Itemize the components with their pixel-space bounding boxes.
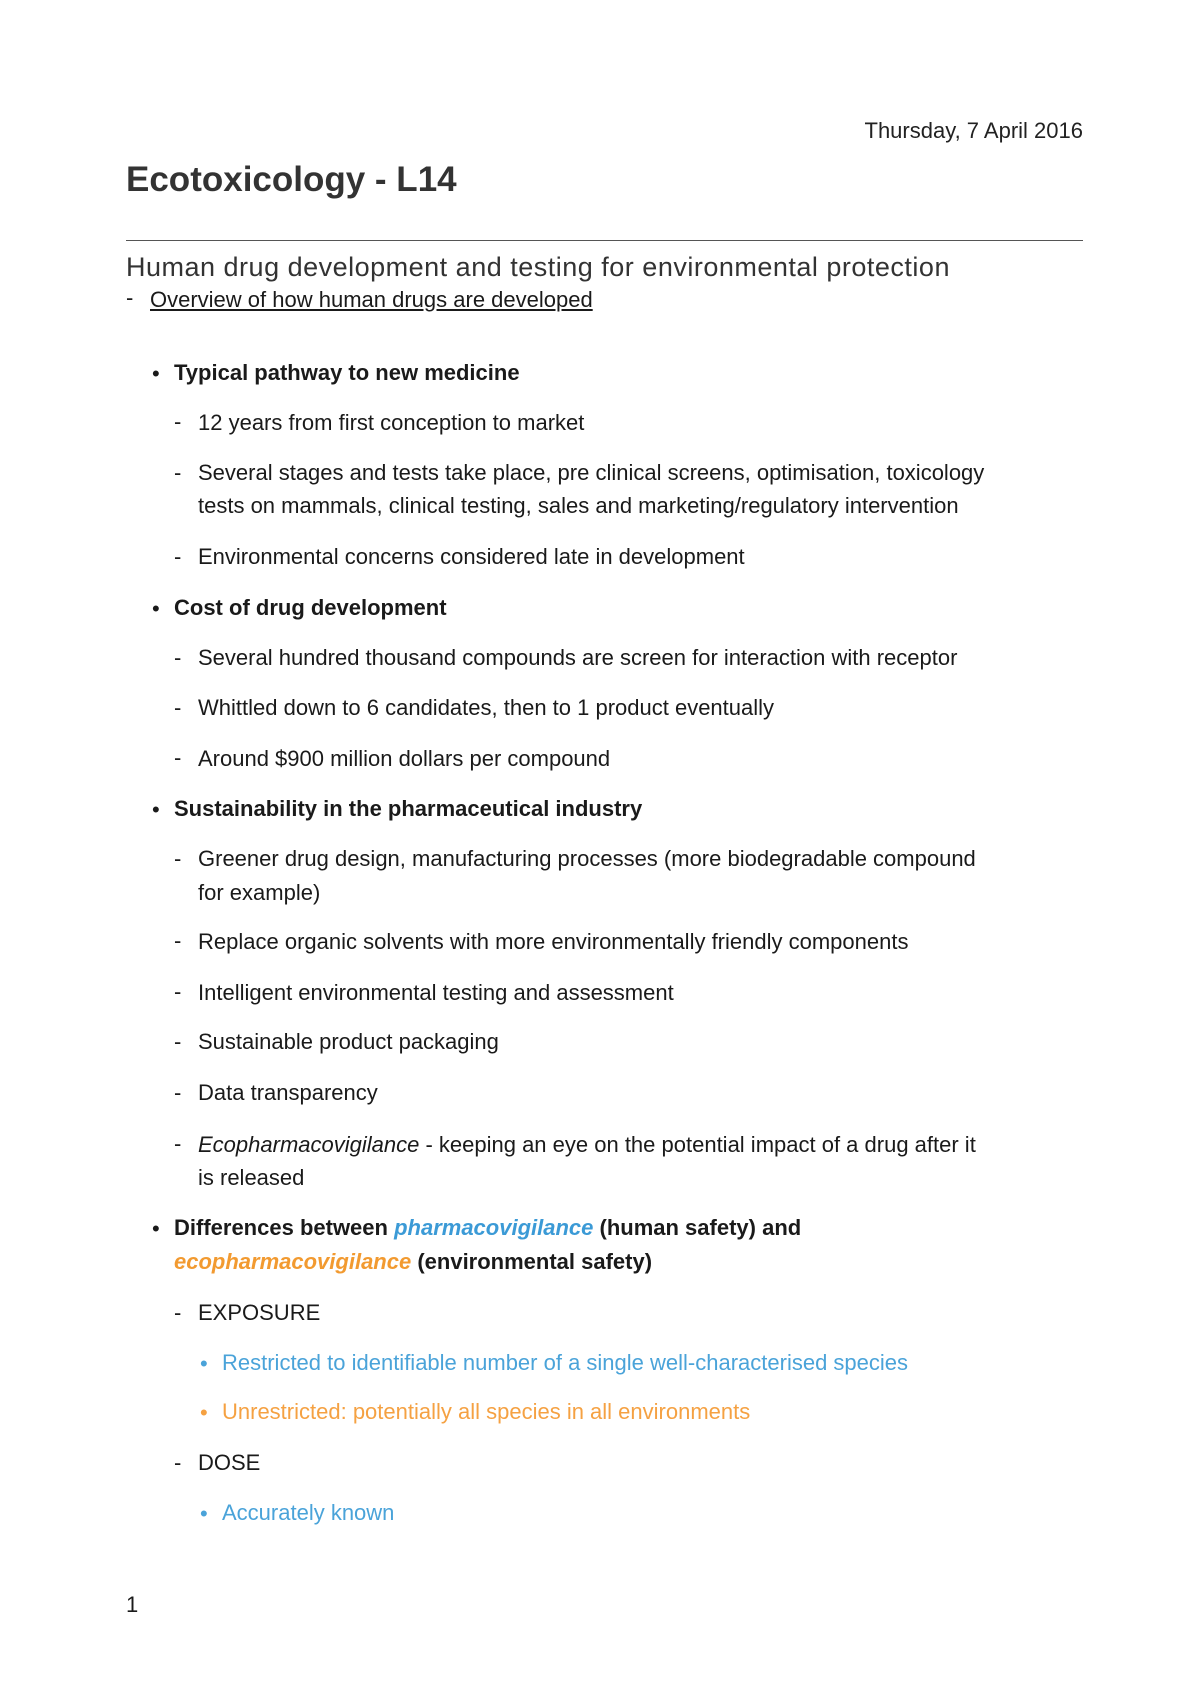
exposure-environment: Unrestricted: potentially all species in all environments <box>222 1399 751 1424</box>
bullet-marker: • <box>152 596 160 621</box>
document-title: Ecotoxicology - L14 <box>126 160 457 199</box>
dash-marker: - <box>174 695 182 720</box>
differences-heading-mid: (human safety) and <box>593 1215 802 1240</box>
dash-marker: - <box>174 544 182 569</box>
list-item: Replace organic solvents with more environmentally friendly components <box>198 929 909 954</box>
bullet-marker: • <box>152 361 160 386</box>
pharmacovigilance-term: pharmacovigilance <box>394 1215 594 1240</box>
list-item: 12 years from first conception to market <box>198 410 585 435</box>
cost-heading: Cost of drug development <box>174 595 447 620</box>
dash-marker: - <box>174 1450 182 1475</box>
differences-heading-continuation <box>174 1245 652 1279</box>
list-item: Several hundred thousand compounds are screen for interaction with receptor <box>198 645 958 670</box>
dash-marker: - <box>174 745 182 770</box>
pathway-heading: Typical pathway to new medicine <box>174 360 520 385</box>
differences-heading-end: (environmental safety) <box>411 1249 653 1274</box>
bullet-marker: • <box>152 797 160 822</box>
list-item: Sustainable product packaging <box>198 1029 499 1054</box>
list-item: Several stages and tests take place, pre clinical screens, optimisation, toxicology <box>198 460 985 485</box>
dose-label: DOSE <box>198 1450 261 1475</box>
list-item-continuation: is released <box>198 1165 305 1190</box>
exposure-label: EXPOSURE <box>198 1300 321 1325</box>
bullet-marker: • <box>200 1351 208 1376</box>
dash-marker: - <box>174 979 182 1004</box>
dash-marker: - <box>174 846 182 871</box>
document-date: Thursday, 7 April 2016 <box>864 118 1083 143</box>
bullet-marker: • <box>152 1216 160 1241</box>
sustainability-heading: Sustainability in the pharmaceutical industry <box>174 796 643 821</box>
dash-marker: - <box>174 1131 182 1156</box>
dash-marker: - <box>174 928 182 953</box>
title-divider <box>126 240 1083 241</box>
bullet-marker: • <box>200 1501 208 1526</box>
list-item: Greener drug design, manufacturing processes (more biodegradable compound <box>198 846 976 871</box>
dash-marker: - <box>174 1300 182 1325</box>
differences-heading <box>174 1211 801 1245</box>
section-subtitle: Human drug development and testing for environmental protection <box>126 252 950 282</box>
dash-marker: - <box>174 409 182 434</box>
dash-marker: - <box>174 1029 182 1054</box>
page-number: 1 <box>126 1592 139 1617</box>
dash-marker: - <box>174 1080 182 1105</box>
list-item: Around $900 million dollars per compound <box>198 746 611 771</box>
list-item-continuation: for example) <box>198 880 321 905</box>
ecopharmacovigilance-definition: - keeping an eye on the potential impact of a drug after it <box>419 1132 976 1157</box>
list-item-ecopharmacovigilance <box>198 1128 976 1162</box>
overview-heading: Overview of how human drugs are developed <box>150 287 593 312</box>
list-item: Whittled down to 6 candidates, then to 1 product eventually <box>198 695 775 720</box>
ecopharmacovigilance-term: ecopharmacovigilance <box>174 1249 412 1274</box>
dash-marker: - <box>174 645 182 670</box>
list-item: Data transparency <box>198 1080 378 1105</box>
list-item: Intelligent environmental testing and assessment <box>198 980 674 1005</box>
bullet-marker: • <box>200 1400 208 1425</box>
list-item: Environmental concerns considered late in development <box>198 544 745 569</box>
dose-human: Accurately known <box>222 1500 395 1525</box>
dash-marker: - <box>174 460 182 485</box>
list-item-continuation: tests on mammals, clinical testing, sales and marketing/regulatory intervention <box>198 493 959 518</box>
exposure-human: Restricted to identifiable number of a single well-characterised species <box>222 1350 909 1375</box>
ecopharmacovigilance-term: Ecopharmacovigilance <box>198 1132 420 1157</box>
differences-heading-start: Differences between <box>174 1215 395 1240</box>
dash-marker: - <box>126 285 134 310</box>
